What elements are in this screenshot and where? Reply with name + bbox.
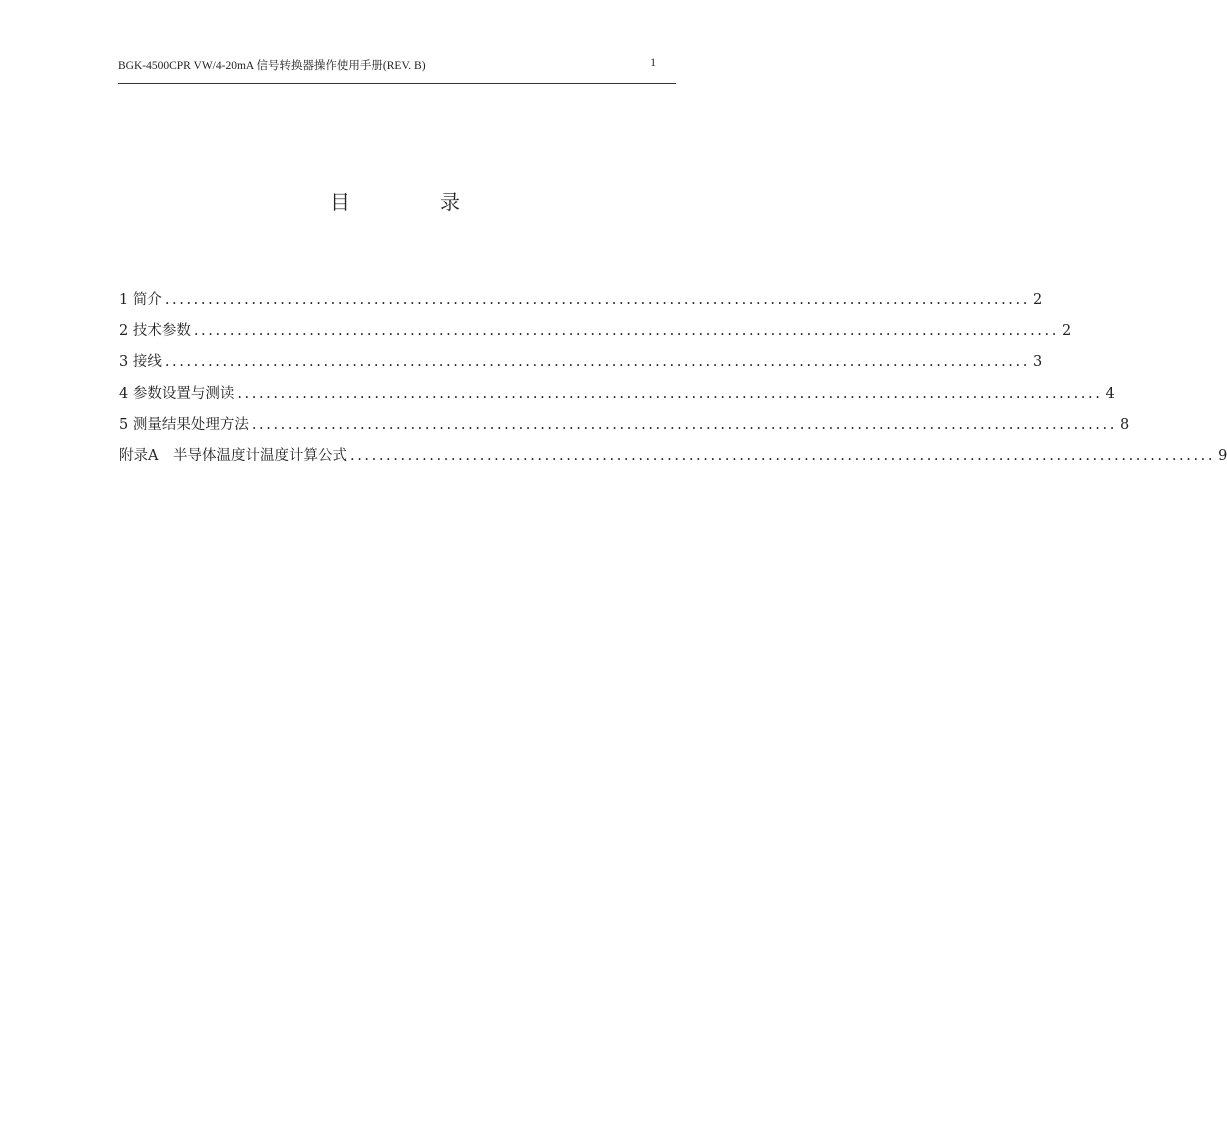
toc-entry[interactable]: [119, 413, 1130, 444]
toc-entry[interactable]: [119, 444, 1227, 475]
toc-heading-left: 目: [330, 190, 350, 214]
toc-entry-label: 3 接线: [119, 354, 162, 371]
page-header: [118, 57, 676, 77]
toc-entry-label: 5 测量结果处理方法: [119, 416, 249, 433]
toc-leader-dots: ........................................................................................................................: [349, 447, 1216, 464]
toc-entry-page: 9: [1218, 447, 1227, 464]
toc-entry-label: 4 参数设置与测读: [119, 385, 235, 402]
header-page-number: 1: [650, 57, 656, 69]
table-of-contents: [119, 288, 1227, 475]
toc-entry[interactable]: [119, 382, 1115, 413]
toc-leader-dots: ........................................................................................................................: [251, 416, 1117, 433]
toc-entry-label: 1 简介: [119, 292, 162, 308]
toc-leader-dots: ........................................................................................................................: [164, 354, 1030, 371]
toc-entry-page: 3: [1032, 354, 1043, 371]
document-title: BGK-4500CPR VW/4-20mA 信号转换器操作使用手册(REV. B): [118, 60, 426, 72]
toc-leader-dots: ........................................................................................................................: [193, 323, 1059, 340]
toc-entry-label: 附录A 半导体温度计温度计算公式: [119, 447, 347, 464]
toc-entry-page: 2: [1061, 323, 1072, 340]
toc-entry-label: 2 技术参数: [119, 323, 191, 340]
toc-entry[interactable]: [119, 350, 1043, 381]
toc-heading-right: 录: [440, 190, 460, 214]
toc-leader-dots: ........................................................................................................................: [237, 385, 1103, 402]
header-divider: [118, 83, 676, 84]
toc-entry-page: 2: [1032, 292, 1043, 308]
toc-entry[interactable]: [119, 319, 1072, 350]
toc-entry-page: 4: [1105, 385, 1115, 402]
toc-entry-page: 8: [1119, 416, 1130, 433]
toc-entry[interactable]: [119, 288, 1043, 319]
toc-leader-dots: ........................................................................................................................: [164, 292, 1030, 308]
